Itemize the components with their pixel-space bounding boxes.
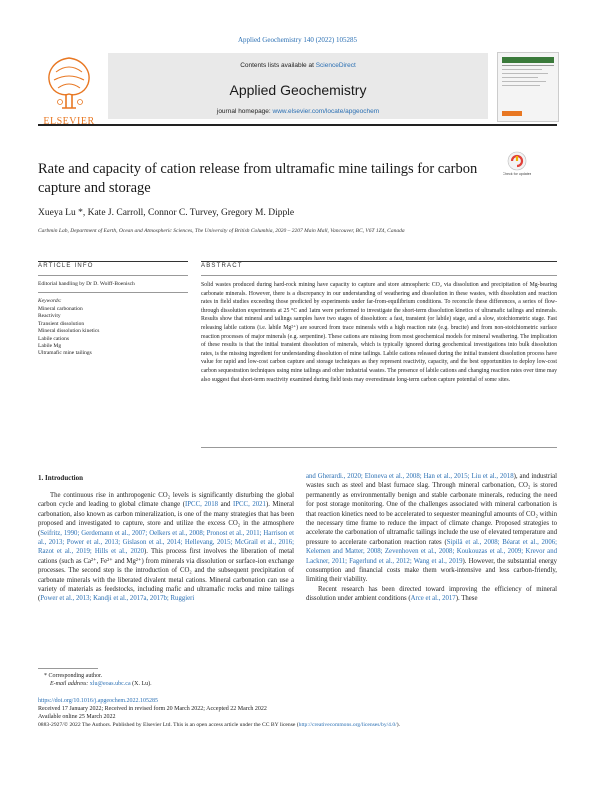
intro-text: ). Mineral carbonation, also known as carbon mineralization, is one of the many strategies that has been proposed and investigated to capture, store and utilize the excess CO₂ in the atmosphere (	[38, 501, 295, 537]
license-suffix: ).	[396, 722, 400, 728]
keyword: Mineral dissolution kinetics	[38, 328, 100, 335]
homepage-label: journal homepage:	[216, 108, 273, 115]
corresponding-author-note: * Corresponding author.	[44, 673, 103, 679]
keyword: Ultramafic mine tailings	[38, 350, 92, 357]
keyword: Labile cations	[38, 335, 70, 342]
elsevier-wordmark: ELSEVIER	[43, 116, 95, 127]
homepage-link[interactable]: www.elsevier.com/locate/apgeochem	[272, 108, 380, 115]
article-info-rule	[38, 261, 188, 262]
abstract-bottom-rule	[201, 447, 557, 448]
abstract-text: Solid wastes produced during hard-rock mining have capacity to capture and store atmospheric CO₂ via dissolution and precipitation of Mg-bearing carbonate minerals. However, there is a discrepancy in our understanding of weathering and dissolution in these wastes, with dissolution and reaction rates in field studies exceeding those predicted by experiments under far-from-equilibrium conditions. To reconcile these differences, a series of flow-through dissolution experiments at 25 °C and 1atm were performed to investigate the short-term dissolution kinetics of ultramafic tailings and minerals. Results show that mineral and tailings samples have two stages of dissolution: a fast, transient (or labile) stage, and a slow, stoichiometric stage. Fast releasing labile cations (i.e. labile Mg²⁺) are sourced from trace minerals with a high reaction rate (e.g. brucite) and from non-stoichiometric surface reaction processes of major minerals (e.g. serpentine). These cations are missing from most geochemical models for mineral weathering. The implication of these results is that the initial transient dissolution of minerals, which is typically ignored during geochemical investigations into bulk dissolution rates, is the missing ingredient for understanding dissolution of mine tailings. Labile cations released during the initial transient dissolution process have value for rapid and low-cost carbon capture and storage techniques as they represent reactivity, capacity, and the best opportunities to deploy low-cost carbon sequestration techniques using mine tailings and other industrial wastes. The presence of labile cations and changing reaction rates over time may also suggest that short-term reactivity examined during field tests may overestimate long-term carbon capture potential of some sites.	[201, 282, 557, 383]
journal-cover-image	[497, 52, 559, 122]
citation-link[interactable]: IPCC, 2018	[185, 501, 218, 509]
footnote-rule	[38, 668, 98, 669]
affiliation: Carbmin Lab, Department of Earth, Ocean and Atmospheric Sciences, The University of British Columbia, 2020 – 2207 Main Mall, Vancouver, BC, V6T 1Z4, Canada	[38, 228, 405, 234]
license-text: 0883-2927/© 2022 The Authors. Published by Elsevier Ltd. This is an open access article under the CC BY license (	[38, 722, 299, 728]
check-updates-label: Check for updates	[503, 172, 531, 176]
email-label: E-mail address:	[50, 681, 90, 687]
sciencedirect-link[interactable]: ScienceDirect	[315, 62, 356, 69]
license-link[interactable]: http://creativecommons.org/licenses/by/4.0/	[298, 722, 397, 728]
email-line	[38, 680, 152, 688]
intro-text: ). However, the substantial energy consumption and financial costs make them work-intensive and less carbon-friendly, limiting their viability.	[306, 557, 557, 584]
intro-text: Recent research has been directed toward improving the efficiency of mineral dissolution under ambient conditions (	[306, 585, 557, 603]
available-online: Available online 25 March 2022	[38, 714, 116, 720]
keyword: Reactivity	[38, 313, 61, 320]
intro-text: ). This process first involves the liberation of metal cations (such as Ca²⁺, Fe²⁺ and Mg²⁺) from minerals via dissolution or surface-ion exchange processes. The second step is the introduction of CO₂ and the subsequent precipitation of carbonate minerals with the liberated divalent metal cations. Mineral carbonation can use a variety of materials as feedstocks, including mafic and ultramafic rocks and mine tailings (	[38, 548, 294, 603]
email-suffix: (X. Lu).	[130, 681, 152, 687]
citation-link[interactable]: Arce et al., 2017	[410, 595, 456, 603]
doi-link[interactable]: https://doi.org/10.1016/j.apgeochem.2022.105285	[38, 698, 159, 704]
abstract-subrule	[201, 275, 557, 276]
intro-text: and	[218, 501, 233, 509]
paper-title: Rate and capacity of cation release from ultramafic mine tailings for carbon capture and storage	[38, 161, 478, 196]
keywords-list	[38, 306, 99, 358]
intro-text: ). These	[455, 595, 478, 603]
abstract-heading: ABSTRACT	[201, 263, 243, 269]
license-line	[38, 721, 400, 729]
contents-prefix: Contents lists available at	[240, 62, 316, 69]
elsevier-tree-logo	[36, 50, 102, 120]
intro-column-right	[306, 472, 557, 604]
citation-link[interactable]: Sipilä et al., 2008; Béarat et al., 2006; Kelemen and Matter, 2008; Zevenhoven et al., 2008; Koukouzas et al., 2009; Krevor and Lackner, 2011; Fagerlund et al., 2012; Wang et al., 2019	[306, 538, 558, 565]
check-for-updates-badge[interactable]	[503, 150, 531, 180]
citation-link[interactable]: Seifritz, 1990; Gerdemann et al., 2007; Oelkers et al., 2008; Pronost et al., 2011; Harrison et al., 2013; Power et al., 2013; Gislason et al., 2014; Hellevang, 2015; McGrail et al., 2016; Razot et al., 2019; Hills et al., 2020	[38, 529, 294, 556]
footnote	[38, 672, 152, 688]
citation-link[interactable]: IPCC, 2021	[232, 501, 266, 509]
editorial-handling: Editorial handling by Dr D. Wolff-Boenisch	[38, 281, 135, 287]
keyword: Transient dissolution	[38, 320, 85, 327]
keywords-label: Keywords:	[38, 298, 62, 304]
citation-link[interactable]: Power et al., 2013; Kandji et al., 2017a, 2017b; Ruggieri	[40, 595, 195, 603]
homepage-line	[108, 108, 488, 115]
email-link[interactable]: xlu@eoas.ubc.ca	[89, 681, 131, 687]
keyword: Mineral carbonation	[38, 306, 83, 312]
article-info-heading: ARTICLE INFO	[38, 263, 94, 269]
author-list: Xueya Lu *, Kate J. Carroll, Connor C. Turvey, Gregory M. Dipple	[38, 208, 295, 218]
intro-text: ), and industrial wastes such as steel and blast furnace slag. Through mineral carbonation, CO₂ is stored permanently as environmentally benign and stable carbonate minerals, reducing the need for post storage monitoring. One of the challenges associated with mineral carbonation is that reaction kinetics need to be accelerated to sequester meaningful amounts of CO₂ within the necessary time frame to reduce the impact of climate change. Proposed strategies to accelerate the carbonation of ultramafic tailings include the use of elevated temperature and pressure to accelerate carbonation reaction rates (	[306, 473, 557, 546]
journal-title: Applied Geochemistry	[229, 82, 367, 98]
intro-column-left	[38, 491, 294, 604]
intro-paragraph	[306, 585, 557, 604]
header-rule	[38, 124, 557, 126]
received-dates: Received 17 January 2022; Received in revised form 20 March 2022; Accepted 22 March 2022	[38, 706, 267, 712]
intro-text: The continuous rise in anthropogenic CO₂ levels is significantly disturbing the global carbon cycle and leading to global climate change (	[38, 492, 294, 509]
keyword: Labile Mg	[38, 343, 62, 350]
publication-info	[38, 697, 400, 729]
citation-link[interactable]: and Gherardi., 2020; Eloneva et al., 2008; Han et al., 2015; Liu et al., 2018	[306, 473, 514, 480]
section-heading-introduction: 1. Introduction	[38, 474, 83, 482]
abstract-rule	[201, 261, 557, 262]
journal-reference[interactable]: Applied Geochemistry 140 (2022) 105285	[238, 36, 357, 44]
contents-line	[108, 62, 488, 69]
article-info-subrule	[38, 275, 188, 276]
keywords-rule	[38, 292, 188, 293]
